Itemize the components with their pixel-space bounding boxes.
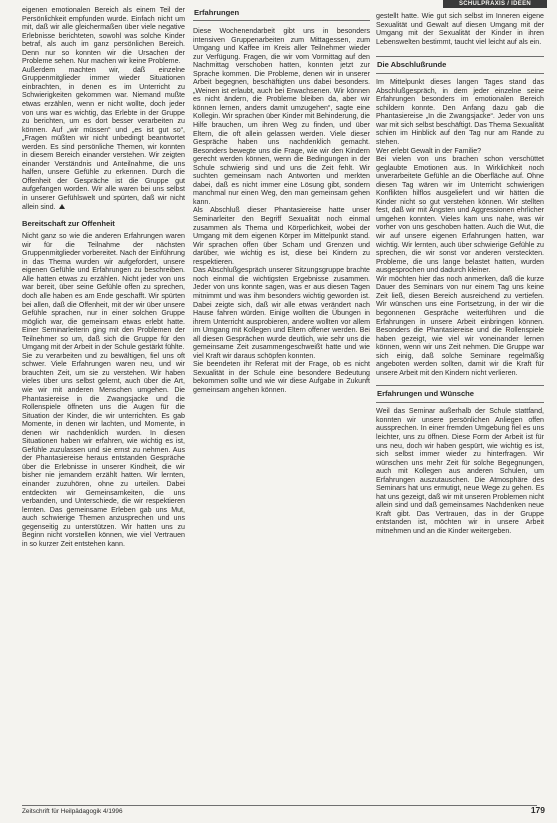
paragraph: Im Mittelpunkt dieses langen Tages stand das Abschlußgespräch, in dem jeder einzelne seine Erfahrungen besonders im emotionalen Bereich schildern konnte. Den Anfang dazu gab die Phantasiereise „In die Zwangsjacke“. Jeder von uns war mit sich selbst beschäftigt. Das Thema Sexualität schien im Hinblick auf den Tag nur am Rande zu stehen. (376, 78, 544, 147)
paragraph: Sie beendeten ihr Referat mit der Frage, ob es nicht Sexualität in der Schule eine besondere Bedeutung bekommen sollte und wie wir diese Aufgabe in Zukunft gemeinsam angehen können. (193, 360, 370, 394)
middle-column (193, 6, 370, 395)
paragraph: Wer erlebt Gewalt in der Familie? (376, 146, 482, 155)
paragraph-text: Außerdem machten wir, daß einzelne Gruppenmitglieder immer wieder Situationen einbrachten, in denen es im Unterricht zu Schwierigkeiten gekommen war. Niemand mußte etwas erzählen, wenn er nicht wollte, doch jeder von uns war es wichtig, das Erlebte in der Gruppe zu berichten, um es dort besser verarbeiten zu können. Auf „wir müssen“ und „es ist gut so“, „Fragen müßten wir nicht unbedingt beantwortet werden. Es sind persönliche Themen, wir konnten in diesem Bereich einander verstehen. Wir zeigten einander Verständnis und Anteilnahme, die uns halfen, unsere Gefühle zu erkennen. Durch die Offenheit der Gespräche ist die Gruppe gut aufgefangen worden. Wir alle waren bei uns selbst in unserer Gefühlswelt und spürten, daß wir nicht allein sind. (22, 65, 185, 211)
paragraph: gestellt hatte. Wie gut sich selbst im Inneren eigene Sexualität und Gewalt auf diesen Umgang mit der Umgang mit der Sexualität der Kinder in ihren Lebenswelten bestimmt, taucht viel leicht auf als ein. (376, 12, 544, 46)
journal-citation: Zeitschrift für Heilpädagogik 4/1996 (22, 808, 123, 815)
running-head: SCHULPRAXIS / IDEEN (443, 0, 547, 8)
paragraph: Sie zu verarbeiten und zu bewältigen, fiel uns oft schwer. Viele Erfahrungen waren neu, und wir brauchten Zeit, um sie zu verstehen. Wir haben vieles über uns selbst gelernt, auch über die Art, wie wir mit anderen Menschen umgehen. Die Phantasiereise in die Zwangsjacke und die Rollenspiele öffneten uns die Augen für die Situation der Kinder, die wir unterrichten. Es gab Momente, in denen wir lachten, und Momente, in denen wir nachdenklich wurden. In diesen Situationen haben wir erfahren, wie wichtig es ist, Gefühle zuzulassen und sie ernst zu nehmen. Aus der Phantasiereise heraus entstanden Gespräche über die Erlebnisse in unserer Kindheit, die wir bisher nie jemandem erzählt hatten. Wir lernten, einander zuzuhören, ohne zu urteilen. Dabei entdeckten wir Gemeinsamkeiten, die uns verbanden, und Unterschiede, die wir respektieren lernten. Das gemeinsame Erleben gab uns Mut, auch schwierige Themen anzusprechen und uns gegenseitig zu unterstützen. Wir hatten uns zu Beginn nicht vorstellen können, wie viel Vertrauen in so kurzer Zeit entstehen kann. (22, 351, 185, 548)
section-heading: Bereitschaft zur Offenheit (22, 219, 115, 229)
left-column (22, 6, 185, 548)
paragraph: Nicht ganz so wie die anderen Erfahrungen waren wir für die Teilnahme der nächsten Gruppenmitglieder vorbereitet. Nach der Einführung in das Thema wurden wir aufgefordert, unsere eigenen Gefühle und Erfahrungen zu beschreiben. Alle hatten etwas zu erzählen. Nicht jeder von uns war bereit, über seine Gefühle offen zu sprechen, doch alle haben es am Ende geschafft. Wir spürten bei allen, daß die Offenheit, mit der wir über unsere Gefühle sprachen, nur in einer solchen Gruppe möglich war, die gemeinsam etwas erlebt hatte. Einer Seminarleiterin ging mit den Problemen der Teilnehmer so um, daß sich die Gruppe für den Umgang mit der Arbeit in der Schule gestärkt fühlte. (22, 232, 185, 352)
right-column (376, 12, 544, 536)
paragraph: Weil das Seminar außerhalb der Schule stattfand, konnten wir unsere persönlichen Anliegen offen aussprechen. In einer fremden Umgebung fiel es uns leichter, uns zu öffnen. Diese Form der Arbeit ist für uns neu, doch wir haben gespürt, wie wichtig es ist, sich selbst immer wieder zu hinterfragen. Wir wünschen uns mehr Zeit für solche Begegnungen, auch mit Kollegen aus anderen Schulen, um Erfahrungen auszutauschen. Die Atmosphäre des Seminars hat uns ermutigt, neue Wege zu gehen. Es hat uns gezeigt, daß wir mit unseren Problemen nicht allein sind und daß gemeinsames Nachdenken neue Kraft gibt. Das Vertrauen, das in der Gruppe entstanden ist, möchten wir in unsere Arbeit mitnehmen und an die Kinder weitergeben. (376, 407, 544, 535)
paragraph: Bei vielen von uns brachen schon verschüttet geglaubte Emotionen aus. In Wirklichkeit noch unverarbeitete Gefühle an die Oberfläche auf. Ohne diesen Tag wären wir im Unterricht schwierigen Konflikten hilflos ausgeliefert und wir hätten die Kinder nicht so gut verstehen können. Wir stellten fest, daß wir mit Ängsten und Aggressionen ehrlicher umgehen konnten. Vieles kam uns nahe, was wir vorher von uns geschoben hatten. Auch die Wut, die wir auf unsere eigenen Erfahrungen hatten, war wichtig. Wir lernten, auch über schwierige Gefühle zu sprechen, die wir sonst vor anderen versteckten. Probleme, die uns lange belastet hatten, wurden ausgesprochen und dadurch kleiner. (376, 155, 544, 275)
paragraph: Das Abschlußgespräch unserer Sitzungsgruppe brachte noch einmal die wichtigsten Ergebnisse zusammen. Jeder von uns konnte sagen, was er aus diesen Tagen mitnimmt und was ihm besonders wichtig geworden ist. Dabei zeigte sich, daß wir alle etwas verändert nach Hause fahren würden. Einige wollten die Übungen in ihrem Unterricht ausprobieren, andere wollten vor allem im Umgang mit Kollegen und Eltern offener werden. Bei all diesen Gesprächen wurde deutlich, wie sehr uns die gemeinsame Zeit zusammengeschweißt hatte und wie viel Kraft wir daraus schöpfen konnten. (193, 266, 370, 360)
page-number: 179 (530, 805, 545, 815)
paragraph (22, 66, 185, 211)
footer (22, 807, 547, 819)
left-intro (22, 6, 185, 211)
paragraph: eigenen emotionalen Bereich als einem Teil der Persönlichkeit empfunden wurde. Einfach nicht um mit, daß wir alle gleichermaßen über viele negative Erlebnisse berichteten, sowohl was solche Kinder betraf, als auch im ganz persönlichen Bereich. Denn nur so konnten wir die Ursachen der Probleme sehen. Nur machen wir keine Probleme. (22, 6, 185, 66)
paragraph: Als Abschluß dieser Phantasiereise hatte unser Seminarleiter den Begriff Sexualität noch einmal zusammen als Thema und Körperlichkeit, wobei der Umgang mit dem eigenen Körper im Mittelpunkt stand. Wir sprachen offen über Scham und Grenzen und darüber, wie wichtig es ist, diese bei Kindern zu respektieren. (193, 206, 370, 266)
paragraph: Diese Wochenendarbeit gibt uns in besonders intensiven Gruppenarbeiten zum Mittagessen, zum Umgang und Kaffee im Kreis aller Teilnehmer wieder zur Verfügung. Fragen, die wir vom Vormittag auf den Nachmittag verschoben hatten, konnten jetzt zur Sprache kommen. Die Probleme, denen wir in unserer Arbeit begegnen, beschäftigten uns dabei besonders. „Weinen ist erlaubt, auch bei Erwachsenen. Wir können es nicht ändern, die Probleme bleiben da, aber wir können lernen, anders damit umzugehen“, sagte eine Kollegin. Wir sprachen über Kinder mit Behinderung, die Hilfe brauchen, um ihren Weg zu finden, und über Eltern, die oft allein gelassen werden. Viele dieser Gespräche haben uns nachdenklich gemacht. Besonders bewegte uns die Frage, wie wir den Kindern gerecht werden können, wenn die Bedingungen in der Schule schwierig sind und uns die Zeit fehlt. Wir suchten gemeinsam nach Antworten und merkten dabei, daß es nicht immer eine Lösung gibt, sondern manchmal nur einen Weg, den man gemeinsam gehen kann. (193, 27, 370, 206)
section-heading: Erfahrungen und Wünsche (376, 385, 544, 403)
end-mark-icon (58, 203, 66, 210)
footer-rule (22, 805, 537, 806)
section-heading: Die Abschlußrunde (376, 56, 544, 74)
section-heading: Erfahrungen (193, 6, 370, 21)
paragraph: Wir möchten hier das noch anmerken, daß die kurze Dauer des Seminars von nur einem Tag uns keine Zeit ließ, diesen Bereich ausreichend zu vertiefen. Wir wünschen uns eine Fortsetzung, in der wir die begonnenen Gespräche weiterführen und die Erfahrungen in unsere Arbeit einbringen können. Besonders die Phantasiereise und die Rollenspiele haben gezeigt, wie viel wir voneinander lernen können, wenn wir uns Zeit nehmen. Die Gruppe war sich einig, daß solche Seminare regelmäßig angeboten werden sollten, damit wir die Kraft für unsere Arbeit mit den Kindern nicht verlieren. (376, 274, 544, 377)
